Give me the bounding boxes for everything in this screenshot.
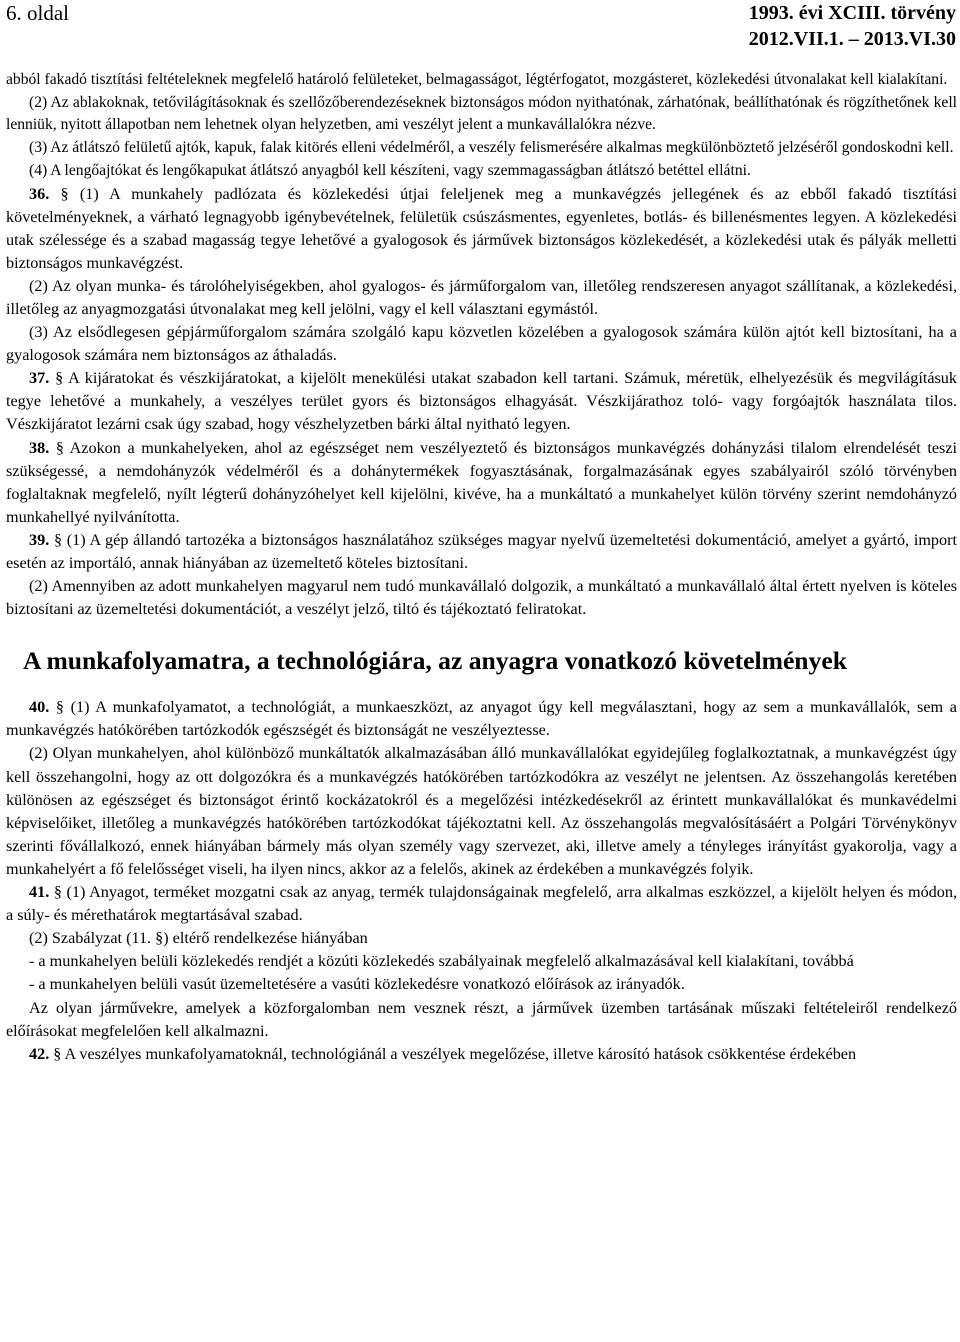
paragraph: Az olyan járművekre, amelyek a közforgalomban nem vesznek részt, a járművek üzemben tartásának műszaki feltételeiről rendelkező előírásokat megfelelően kell alkalmazni. xyxy=(6,998,957,1040)
paragraph: (2) Az olyan munka- és tárolóhelyiségekben, ahol gyalogos- és járműforgalom van, illetőleg rendszeresen anyagot szállítanak, a közlekedési, illetőleg az anyagmozgatási útvonalakat meg kell jelölni, vagy el kell választani egymástól. xyxy=(6,276,957,318)
section-number: 42. xyxy=(29,1044,50,1063)
paragraph: (2) Szabályzat (11. §) eltérő rendelkezése hiányában xyxy=(29,929,368,948)
section-42 xyxy=(6,1043,957,1066)
section-41 xyxy=(6,881,957,927)
paragraph: (3) Az átlátszó felületű ajtók, kapuk, falak kitörés elleni védelméről, a veszély felismerésére alkalmas megkülönböztető jelzéséről gondoskodni kell. xyxy=(29,139,954,157)
paragraph: (2) Olyan munkahelyen, ahol különböző munkáltatók alkalmazásában álló munkavállalókat egyidejűleg foglalkoztatnak, a munkavégzést úgy kell összehangolni, hogy az ott dolgozókra és a munkavégzés hatókörében tartózkodókra az veszélyt ne jelentsen. Az összehangolás keretében különösen az egészséget és biztonságot érintő kockázatokról és a megelőzési intézkedésekről az érintett munkavállalókat és munkavédelmi képviselőiket, illetőleg a munkavégzés hatókörében tartózkodókat tájékoztatni kell. Az összehangolás megvalósításáért a Polgári Törvénykönyv szerinti fővállalkozó, ennek hiányában bármely más olyan személy vagy szervezet, aki, illetve amely a tényleges irányítást gyakorolja, vagy a munkahelyért a fő felelősséget viseli, ha ilyen nincs, akkor az a felelős, akinek az érdekében a munkavégzés folyik. xyxy=(6,744,957,878)
section-text: § Azokon a munkahelyeken, ahol az egészséget nem veszélyeztető és biztonságos munkavégzés dohányzási tilalom elrendelését teszi szükségessé, a nemdohányzók védelméről és a dohánytermékek fogyasztásának, forgalmazásának egyes szabályairól szóló törvényben foglaltaknak megfelelő, nyílt légterű dohányzóhelyet kell kijelölni, kivéve, ha a munkáltató a munkahelyet külön törvény szerint nemdohányzó munkahellyé nyilvánította. xyxy=(6,438,957,526)
section-39 xyxy=(6,529,957,575)
section-text: § (1) A munkafolyamatot, a technológiát, a munkaeszközt, az anyagot úgy kell megválasztani, hogy az sem a munkavállalók, sem a munkavégzés hatókörében tartózkodók egészségét és biztonságát ne veszélyeztesse. xyxy=(6,698,957,740)
section-38 xyxy=(6,437,957,529)
validity-dates: 2012.VII.1. – 2013.VI.30 xyxy=(748,28,956,50)
section-36 xyxy=(6,183,957,275)
section-37 xyxy=(6,367,957,436)
section-35-continuation xyxy=(6,69,957,183)
section-number: 40. xyxy=(29,698,50,717)
section-40 xyxy=(6,696,957,742)
section-number: 39. xyxy=(29,530,50,549)
list-item: - a munkahelyen belüli vasút üzemeltetésére a vasúti közlekedésre vonatkozó előírások az irányadók. xyxy=(29,975,685,994)
list-item: - a munkahelyen belüli közlekedés rendjét a közúti közlekedés szabályainak megfelelő alkalmazásával kell kialakítani, továbbá xyxy=(29,952,854,971)
law-title: 1993. évi XCIII. törvény xyxy=(748,2,956,24)
paragraph: abból fakadó tisztítási feltételeknek megfelelő határoló felületeket, belmagasságot, légtérfogatot, mozgásteret, közlekedési útvonalakat kell kialakítani. xyxy=(6,71,948,88)
body-text xyxy=(6,69,957,1066)
section-number: 38. xyxy=(29,438,50,457)
page-number: 6. oldal xyxy=(6,1,69,25)
section-text: § (1) A gép állandó tartozéka a biztonságos használatához szükséges magyar nyelvű üzemeltetési dokumentáció, amelyet a gyártó, import esetén az importáló, annak hiányában az üzemeltető köteles biztosítani. xyxy=(6,530,957,573)
section-number: 36. xyxy=(29,184,50,203)
section-heading: A munkafolyamatra, a technológiára, az anyagra vonatkozó követelmények xyxy=(23,646,847,676)
paragraph: (4) A lengőajtókat és lengőkapukat átlátszó anyagból kell készíteni, vagy szemmagasságban átlátszó betéttel ellátni. xyxy=(29,161,751,179)
section-text: § (1) Anyagot, terméket mozgatni csak az anyag, termék tulajdonságainak megfelelő, arra alkalmas eszközzel, a kijelölt helyen és módon, a súly- és mérethatárok megtartásával szabad. xyxy=(6,883,957,925)
paragraph: (3) Az elsődlegesen gépjárműforgalom számára szolgáló kapu közvetlen közelében a gyalogosok számára külön ajtót kell biztosítani, ha a gyalogosok számára nem biztonságos az áthaladás. xyxy=(6,323,957,365)
section-text: § A veszélyes munkafolyamatoknál, technológiánál a veszélyek megelőzése, illetve károsító hatások csökkentése érdekében xyxy=(49,1044,857,1063)
section-number: 41. xyxy=(29,883,50,902)
section-text: § (1) A munkahely padlózata és közlekedési útjai feleljenek meg a munkavégzés jellegének és az ebből fakadó tisztítási követelményeknek, a várható legnagyobb igénybevételnek, felületük csúszásmentes, egyenletes, botlás- és billenésmentes legyen. A közlekedési utak szélessége és a szabad magasság tegye lehetővé a gyalogosok és járművek biztonságos közlekedését, a közlekedési utak és pályák melletti biztonságos munkavégzést. xyxy=(6,184,957,272)
paragraph: (2) Az ablakoknak, tetővilágításoknak és szellőzőberendezéseknek biztonságos módon nyithatónak, zárhatónak, beállíthatónak és rögzíthetőnek kell lenniük, nyitott állapotban nem lehetnek olyan helyzetben, ami veszélyt jelent a munkavállalókra nézve. xyxy=(6,93,957,134)
section-number: 37. xyxy=(29,369,50,388)
section-text: § A kijáratokat és vészkijáratokat, a kijelölt menekülési utakat szabadon kell tartani. Számuk, méretük, elhelyezésük és megvilágításuk tegye lehetővé a munkahely, a veszélyes terület gyors és biztonságos elhagyását. Vészkijárathoz toló- vagy forgóajtók használata tilos. Vészkijáratot lezárni csak úgy szabad, hogy vészhelyzetben bárki által nyitható legyen. xyxy=(6,369,957,434)
header-law-info xyxy=(749,0,956,52)
paragraph: (2) Amennyiben az adott munkahelyen magyarul nem tudó munkavállaló dolgozik, a munkáltató a munkavállaló által értett nyelven is köteles biztosítani az üzemeltetési dokumentációt, a veszélyt jelző, tiltó és tájékoztató feliratokat. xyxy=(6,577,957,619)
